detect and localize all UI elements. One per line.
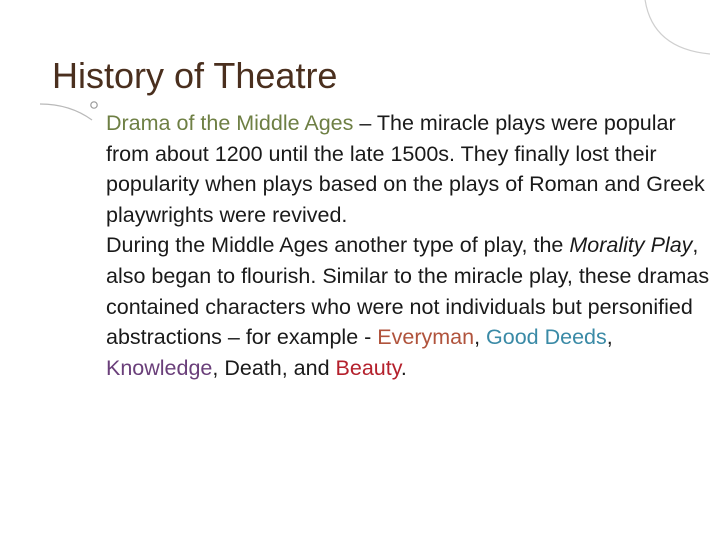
paragraph-text: – The miracle plays were popular from about 1200 until the late 1500s. They finally lost their popularity when plays based on the plays of Roman and Greek playwrights were revived. (106, 111, 705, 227)
paragraph-morality-play (106, 230, 716, 383)
separator: , (474, 325, 487, 350)
term-beauty: Beauty (335, 355, 401, 380)
paragraph-middle: , also began to flourish. Similar to the miracle play, these dramas contained characters who were not individuals but personified abstractions – for example - (106, 233, 710, 350)
paragraph-intro: During the Middle Ages another type of play, the (106, 233, 570, 258)
slide-body (106, 108, 716, 383)
separator-death: , Death, and (212, 355, 336, 380)
corner-arc-decoration (642, 0, 712, 58)
slide-title: History of Theatre (52, 55, 338, 96)
morality-play-term: Morality Play (569, 233, 693, 258)
paragraph-middle-ages (106, 108, 716, 230)
term-everyman: Everyman (377, 325, 475, 350)
highlight-drama-middle-ages: Drama of the Middle Ages (106, 111, 354, 135)
paragraph-end: . (400, 355, 407, 380)
term-knowledge: Knowledge (106, 355, 213, 380)
bullet-swirl-icon (40, 98, 100, 122)
separator: , (606, 325, 613, 350)
term-good-deeds: Good Deeds (486, 325, 607, 350)
